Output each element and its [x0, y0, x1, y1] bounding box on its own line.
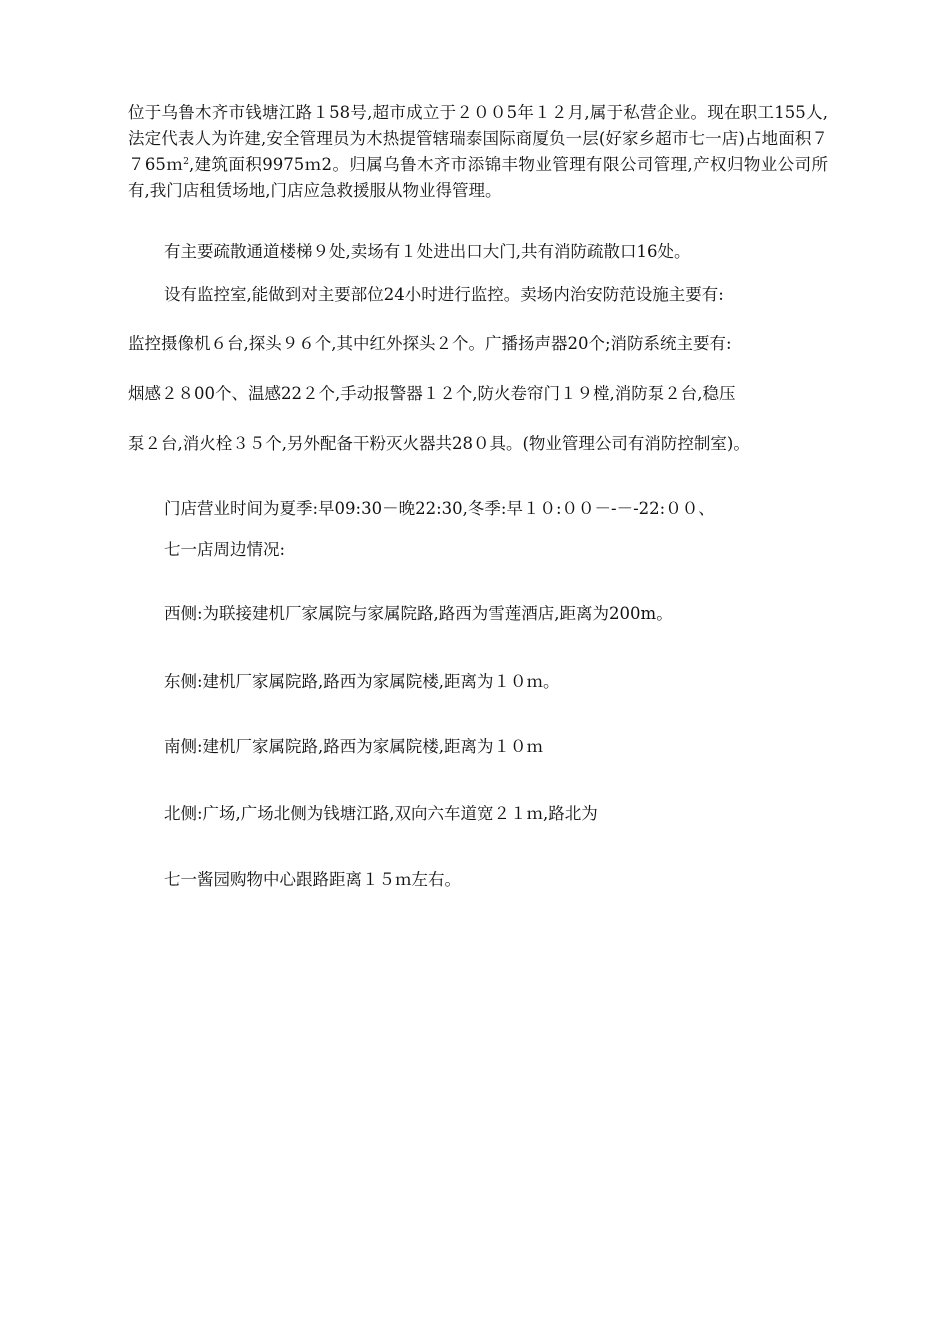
intro-paragraph: [128, 100, 828, 204]
intro-text-part1: 位于乌鲁木齐市钱塘江路１58号,超市成立于２００5年１２月,属于私营企业。现在职工155人,法定代表人为许建,安全管理员为木热提管辖瑞泰国际商厦负一层(好家乡超市七一店)占地面积７７65ｍ: [128, 103, 828, 174]
equipment-line-1: 监控摄像机６台,探头９６个,其中红外探头２个。广播扬声器20个;消防系统主要有:: [128, 334, 732, 353]
monitoring-paragraph: 设有监控室,能做到对主要部位24小时进行监控。卖场内治安防范设施主要有:: [164, 285, 724, 304]
surroundings-north-continued: 七一酱园购物中心跟路距离１５ｍ左右。: [164, 870, 461, 889]
superscript-2: 2: [183, 157, 189, 167]
surroundings-north: 北侧:广场,广场北侧为钱塘江路,双向六车道宽２１ｍ,路北为: [164, 804, 598, 823]
surroundings-south: 南侧:建机厂家属院路,路西为家属院楼,距离为１０ｍ: [164, 737, 544, 756]
intro-text-part2: ,建筑面积9975ｍ2。归属乌鲁木齐市添锦丰物业管理有限公司管理,产权归物业公司所有,我门店租赁场地,门店应急救援服从物业得管理。: [128, 155, 828, 200]
business-hours: 门店营业时间为夏季:早09:30－晚22:30,冬季:早１０:００－-－-22:００、: [164, 499, 715, 518]
equipment-line-2: 烟感２８00个、温感22２个,手动报警器１２个,防火卷帘门１９樘,消防泵２台,稳压: [128, 384, 736, 403]
surroundings-title: 七一店周边情况:: [164, 540, 286, 559]
surroundings-east: 东侧:建机厂家属院路,路西为家属院楼,距离为１０ｍ。: [164, 672, 560, 691]
equipment-line-3: 泵２台,消火栓３５个,另外配备干粉灭火器共28０具。(物业管理公司有消防控制室)。: [128, 434, 750, 453]
evacuation-paragraph: 有主要疏散通道楼梯９处,卖场有１处进出口大门,共有消防疏散口16处。: [164, 242, 691, 261]
surroundings-west: 西侧:为联接建机厂家属院与家属院路,路西为雪莲酒店,距离为200m。: [164, 604, 673, 623]
